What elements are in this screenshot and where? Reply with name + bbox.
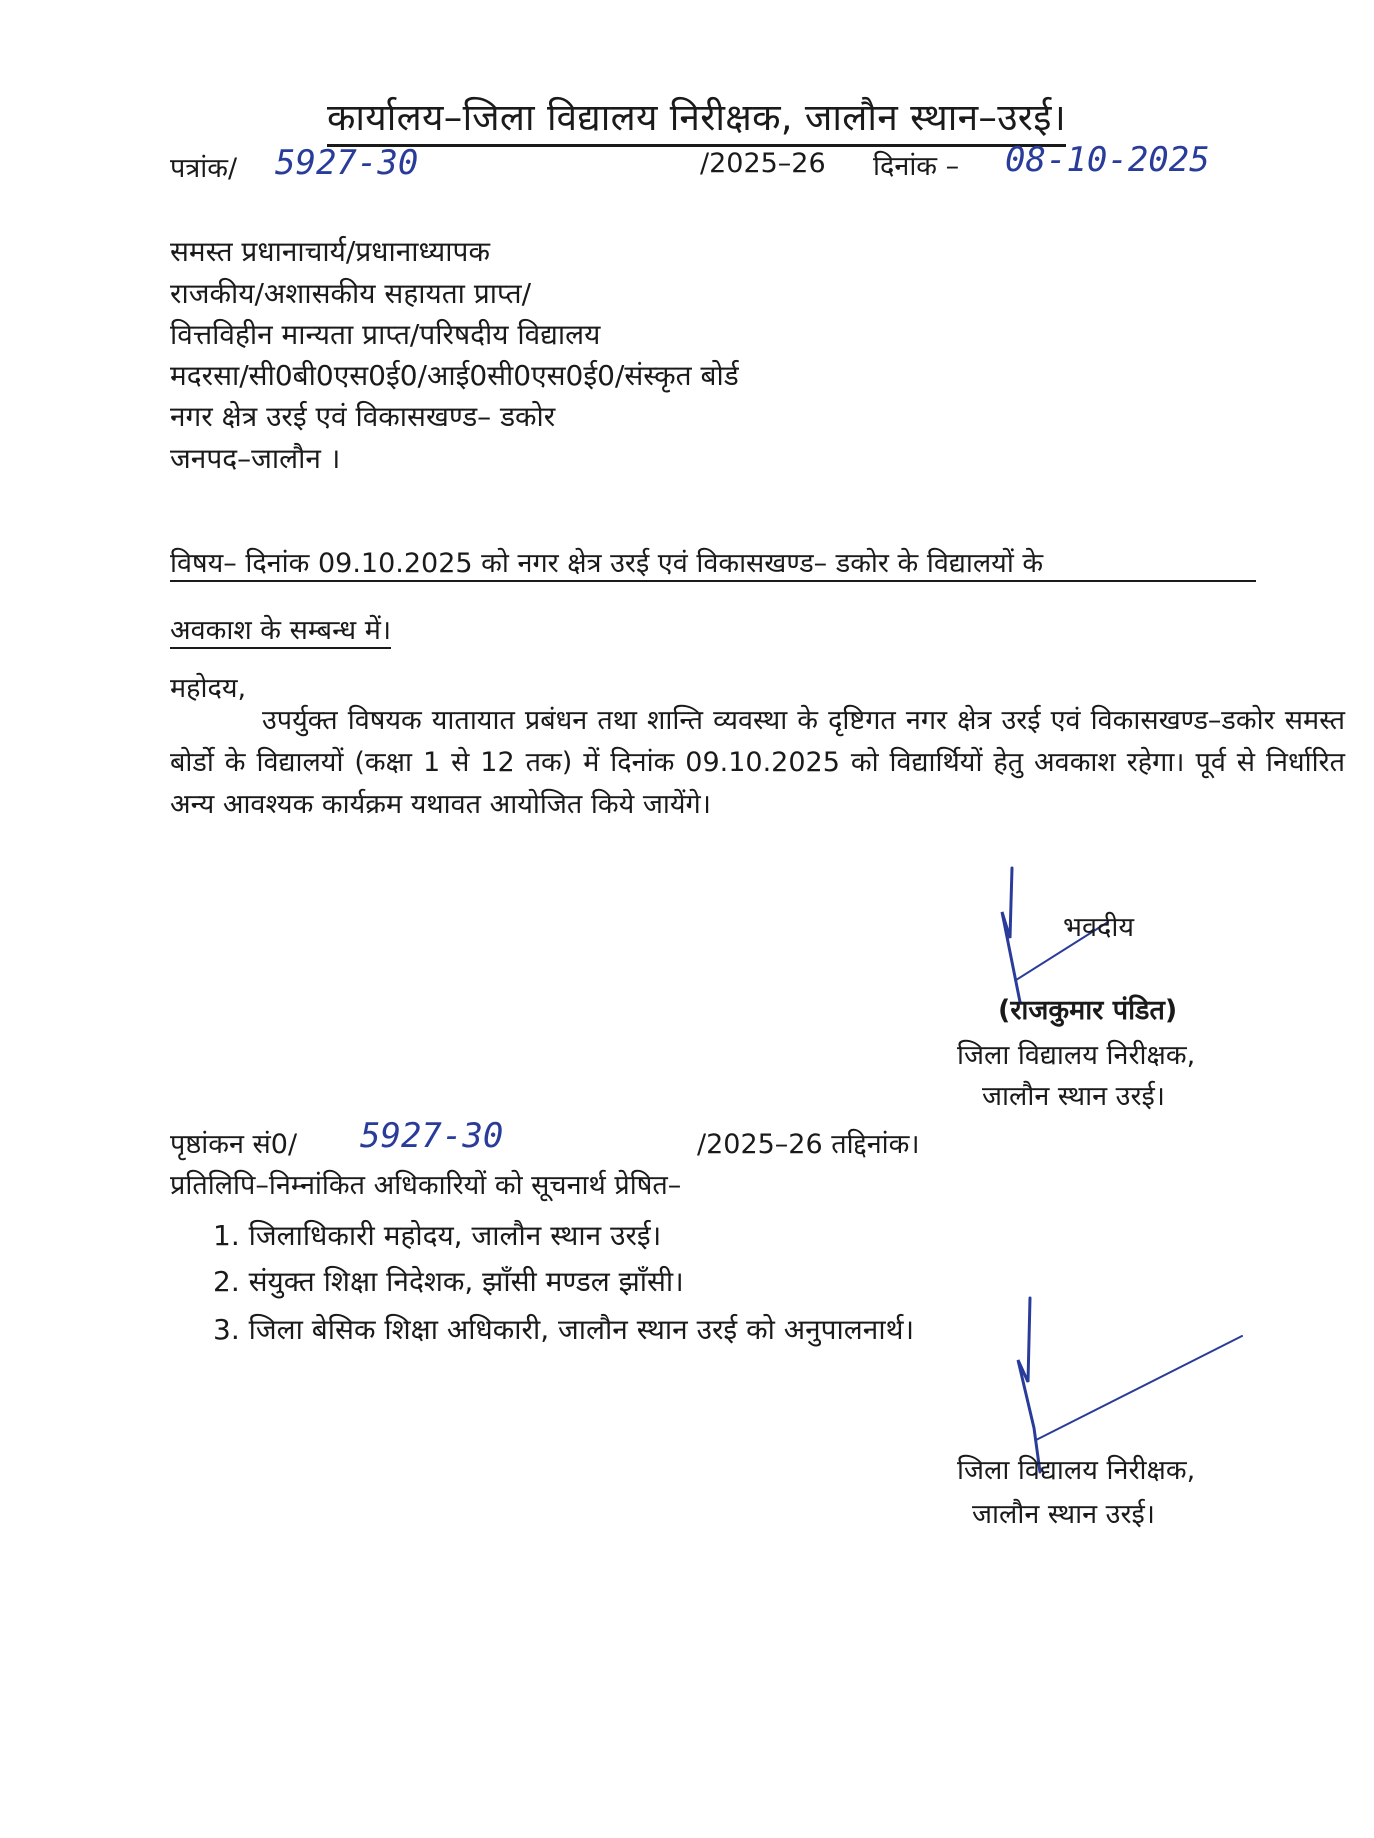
signatory-designation: जिला विद्यालय निरीक्षक, (957, 1040, 1196, 1071)
date-handwritten: 08-10-2025 (1005, 140, 1210, 180)
recipient-item: 3. जिला बेसिक शिक्षा अधिकारी, जालौन स्थान उरई को अनुपालनार्थ। (213, 1313, 915, 1346)
signatory-place: जालौन स्थान उरई। (982, 1081, 1165, 1112)
subject-line-1: विषय– दिनांक 09.10.2025 को नगर क्षेत्र उरई एवं विकासखण्ड– डकोर के विद्यालयों के (170, 543, 1256, 582)
subject-line-2: अवकाश के सम्बन्ध में। (170, 610, 391, 649)
recipient-item: 2. संयुक्त शिक्षा निदेशक, झाँसी मण्डल झाँसी। (213, 1265, 684, 1298)
date-label: दिनांक – (873, 151, 960, 182)
office-title: कार्यालय–जिला विद्यालय निरीक्षक, जालौन स्थान–उरई। (327, 90, 1066, 147)
addressee-line: राजकीय/अशासकीय सहायता प्राप्त/ (170, 277, 532, 310)
reference-session: /2025–26 (700, 148, 826, 179)
reference-number-handwritten: 5927-30 (275, 143, 419, 183)
addressee-line: समस्त प्रधानाचार्य/प्रधानाध्यापक (170, 235, 490, 268)
copy-line: प्रतिलिपि–निम्नांकित अधिकारियों को सूचनार्थ प्रेषित– (170, 1170, 682, 1201)
reference-label: पत्रांक/ (170, 153, 238, 184)
salutation: महोदय, (170, 673, 247, 704)
addressee-line: वित्तविहीन मान्यता प्राप्त/परिषदीय विद्यालय (170, 318, 601, 351)
addressee-line: जनपद–जालौन । (170, 442, 341, 475)
endorsement-label: पृष्ठांकन सं0/ (170, 1129, 298, 1160)
addressee-line: नगर क्षेत्र उरई एवं विकासखण्ड– डकोर (170, 400, 556, 433)
recipient-item: 1. जिलाधिकारी महोदय, जालौन स्थान उरई। (213, 1219, 662, 1252)
endorsement-number-handwritten: 5927-30 (360, 1116, 504, 1156)
signatory-name: (राजकुमार पंडित) (998, 995, 1178, 1026)
addressee-line: मदरसा/सी0बी0एस0ई0/आई0सी0एस0ई0/संस्कृत बोर्ड (170, 359, 739, 392)
signatory2-designation: जिला विद्यालय निरीक्षक, (957, 1455, 1196, 1486)
body-paragraph: उपर्युक्त विषयक यातायात प्रबंधन तथा शान्ति व्यवस्था के दृष्टिगत नगर क्षेत्र उरई एवं विकासखण्ड–डकोर समस्त बोर्डो के विद्यालयों (कक्षा 1 से 12 तक) में दिनांक 09.10.2025 को विद्यार्थियों हेतु अवकाश रहेगा। पूर्व से निर्धारित अन्य आवश्यक कार्यक्रम यथावत आयोजित किये जायेंगे। (170, 705, 1345, 820)
closing: भवदीय (1063, 912, 1134, 943)
signatory2-place: जालौन स्थान उरई। (972, 1499, 1155, 1530)
endorsement-session: /2025–26 तद्दिनांक। (697, 1129, 920, 1160)
